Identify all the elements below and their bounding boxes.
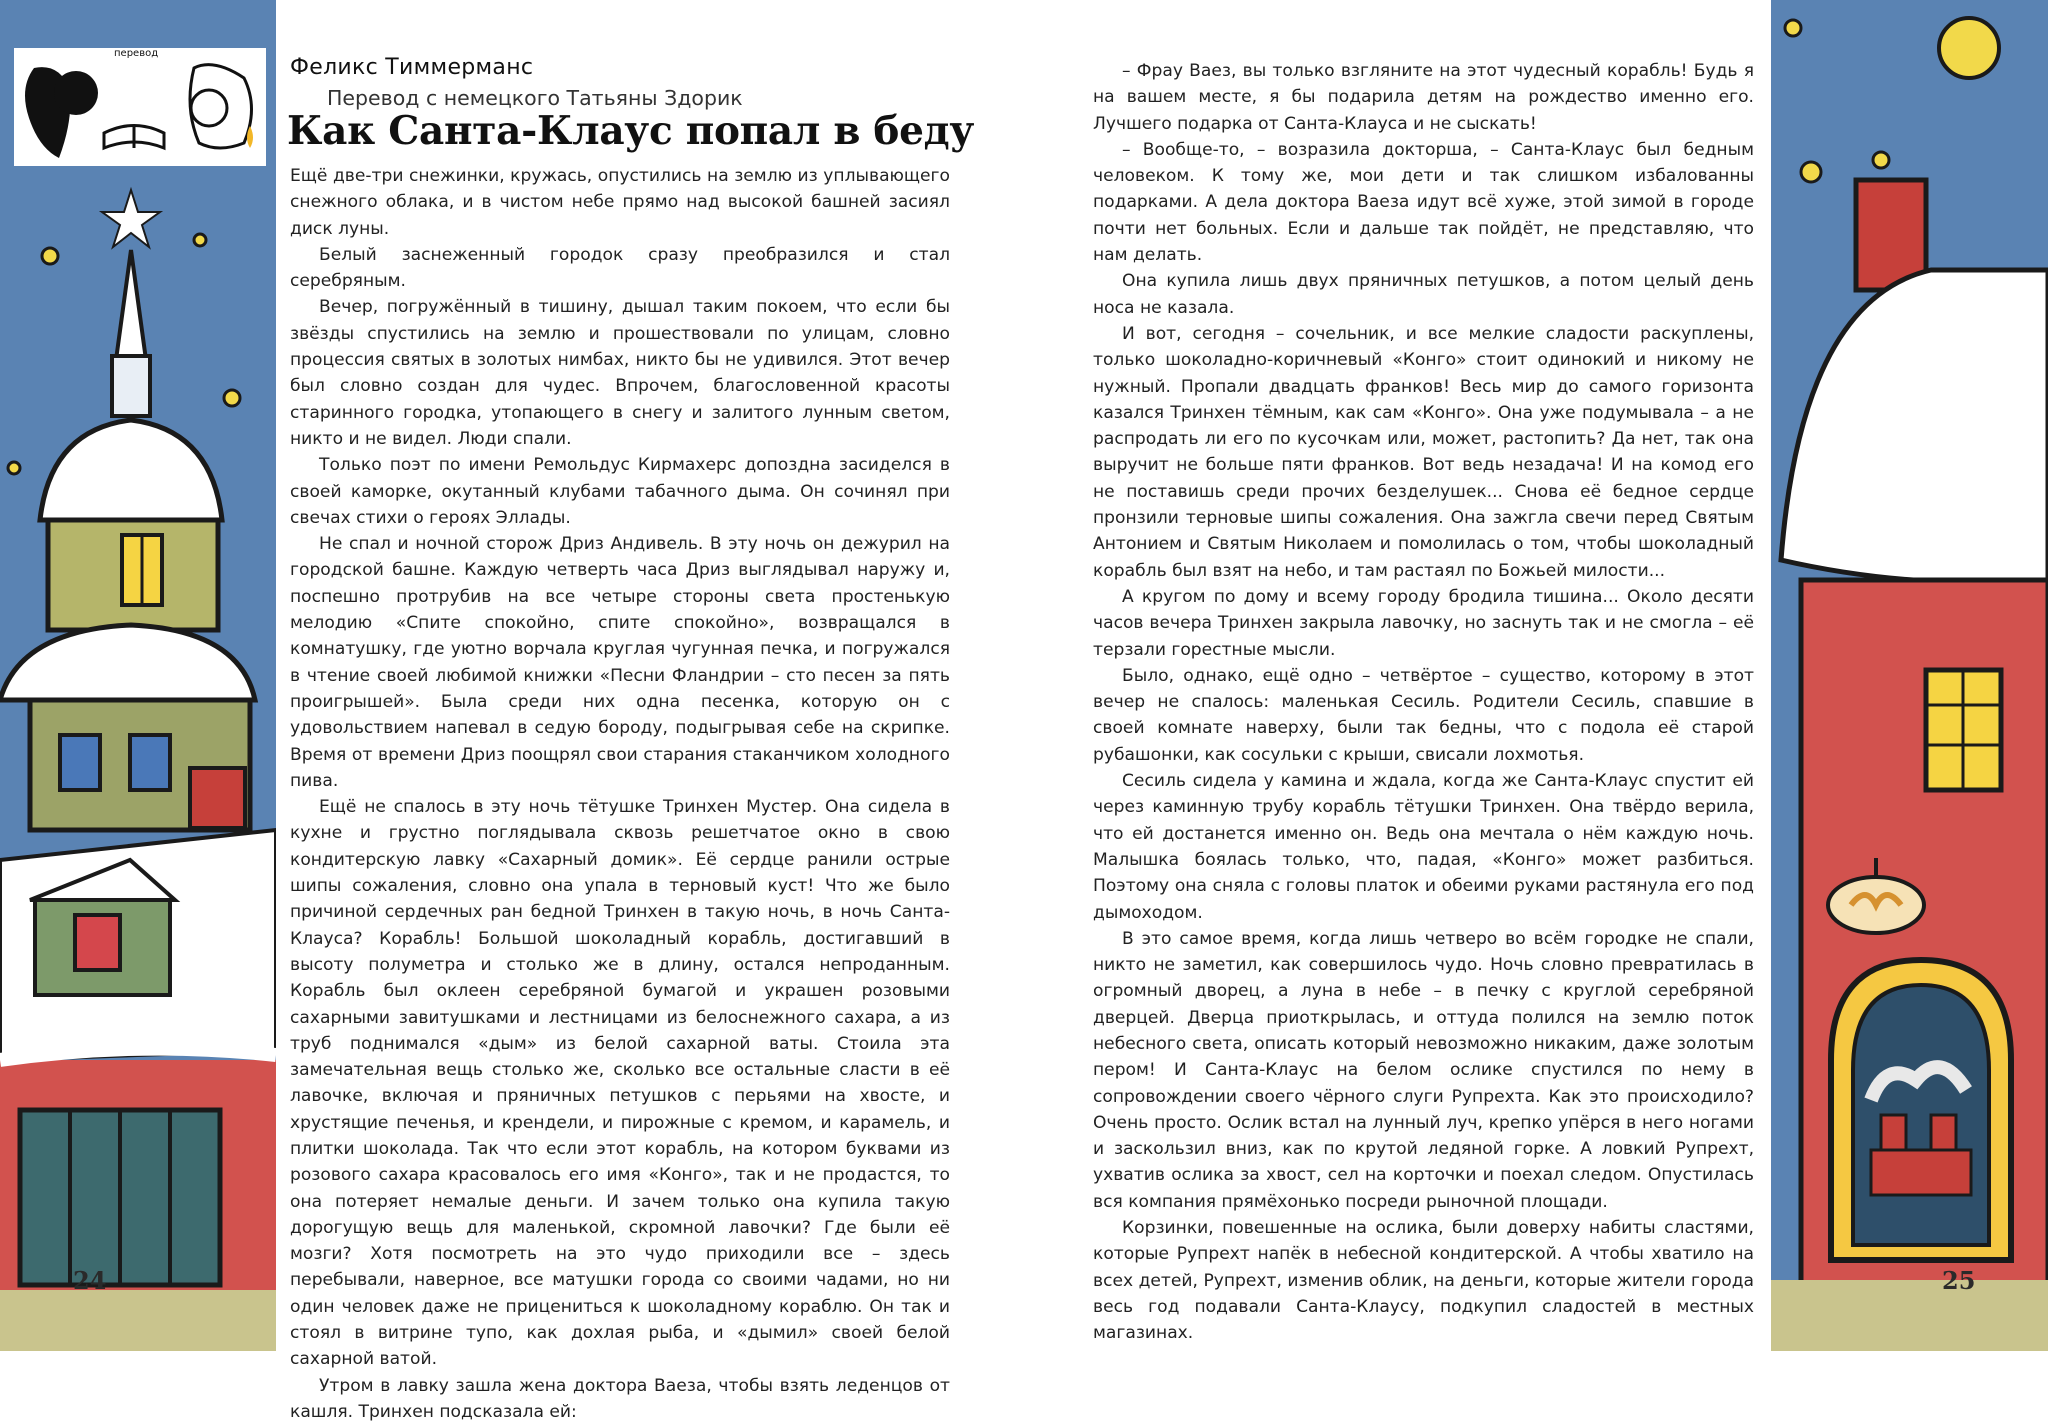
paragraph: Вечер, погружённый в тишину, дышал таким покоем, что если бы звёзды спустились на землю и прошествовали по улицам, словно процессия святых в золотых нимбах, никто бы не удивился. Этот вечер был словно создан для чудес. Впрочем, благословенной красоты старинного городка, утопающего в снегу и залитого лунным светом, никто и не видел. Люди спали. — [290, 297, 950, 449]
paragraph: И вот, сегодня – сочельник, и все мелкие сладости раскуплены, только шоколадно-коричневый «Конго» стоит одинокий и никому не нужный. Пропали двадцать франков! Весь мир до самого горизонта казался Тринхен тёмным, как сам «Конго». Она уже подумывала – а не распродать ли его по кусочкам или, может, растопить? Да нет, так она выручит не больше пяти франков. Вот ведь незадача! И на комод его не поставишь среди прочих безделушек... Снова её бедное сердце пронзили терновые шипы сожаления. Она зажгла свечи перед Святым Антонием и Святым Николаем и помолилась о том, чтобы шоколадный корабль был взят на небо, и там растаял по Божьей милости... — [1093, 323, 1754, 581]
paragraph: Не спал и ночной сторож Дриз Андивель. В эту ночь он дежурил на городской башне. Каждую четверть часа Дриз выглядывал наружу и, поспешно протрубив на все четыре стороны света простенькую мелодию «Спите спокойно, спите спокойно», возвращался в комнатушку, где уютно ворчала круглая чугунная печка, и погружался в чтение своей любимой книжки «Песни Фландрии – сто песен за пять проигрышей». Была среди них одна песенка, которую он с удовольствием напевал в седую бороду, подыгрывая себе на скрипке. Время от времени Дриз поощрял свои старания стаканчиком холодного пива. — [290, 534, 950, 791]
paragraph: Сесиль сидела у камина и ждала, когда же Санта-Клаус спустит ей через каминную трубу корабль тётушки Тринхен. Она твёрдо верила, что ей достанется именно он. Ведь она мечтала о нём каждую ночь. Малышка боялась только, что, падая, «Конго» может разбиться. Поэтому она сняла с головы платок и обеими руками растянула его под дымоходом. — [1093, 771, 1754, 923]
winter-town-tower-illustration — [0, 0, 276, 1351]
page-number-left: 24 — [73, 1266, 107, 1295]
left-text-column — [290, 163, 950, 1425]
author-name: Феликс Тиммерманс — [290, 55, 534, 80]
paragraph: Ещё две-три снежинки, кружась, опустились на землю из уплывающего снежного облака, и в чистом небе прямо над высокой башней засиял диск луны. — [290, 166, 950, 239]
page-number-right: 25 — [1942, 1266, 1976, 1295]
translator-credit: Перевод с немецкого Татьяны Здорик — [327, 86, 743, 110]
paragraph: – Вообще-то, – возразила докторша, – Санта-Клаус был бедным человеком. К тому же, мои дети и так слишком избалованны подарками. А дела доктора Ваеза идут всё хуже, этой зимой в городе почти нет больных. Если и дальше так пойдёт, не представляю, что нам делать. — [1093, 139, 1754, 266]
winter-house-bakery-illustration — [1771, 0, 2048, 1351]
right-text-column — [1093, 58, 1754, 1347]
left-illustration — [0, 0, 276, 1351]
paragraph: Ещё не спалось в эту ночь тётушке Тринхен Мустер. Она сидела в кухне и грустно поглядывала сквозь решетчатое окно в свою кондитерскую лавку «Сахарный домик». Её сердце ранили острые шипы сожаления, словно она упала в терновый куст! Что же было причиной сердечных ран бедной Тринхен в такую ночь, в ночь Санта-Клауса? Корабль! Большой шоколадный корабль, достигавший в высоту полуметра и столько же в длину, остался непроданным. Корабль был оклеен серебряной бумагой и украшен розовыми сахарными завитушками и лестницами из белоснежного сахара, а из труб поднимался «дым» из белой сахарной ваты. Стоила эта замечательная вещь столько же, сколько все остальные сласти в её лавочке, включая и пряничных петушков с перьями на хвосте, и хрустящие печенья, и крендели, и пирожные с кремом, и карамель, и плитки шоколада. Так что если этот корабль, на котором буквами из розового сахара красовалось его имя «Конго», так и не продастся, то она потеряет немалые деньги. И зачем только она купила такую дорогущую вещь для маленькой, скромной лавочки? Где были её мозги? Хотя посмотреть на это чудо приходили все – здесь перебывали, наверное, все матушки города со своими чадами, но ни один человек даже не прицениться к шоколадному кораблю. Он так и стоял в витрине тупо, как дохлая рыба, и «дымил» своей белой сахарной ватой. — [290, 797, 950, 1370]
right-illustration — [1771, 0, 2048, 1351]
translation-logo — [14, 48, 266, 166]
paragraph: Было, однако, ещё одно – четвёртое – существо, которому в этот вечер не спалось: маленькая Сесиль. Родители Сесиль, спавшие в своей комнате наверху, были так бедны, что с подола её старой рубашонки, как сосульки с крыши, свисали лохмотья. — [1093, 665, 1754, 765]
translation-logo-icon — [14, 48, 266, 166]
paragraph: Только поэт по имени Ремольдус Кирмахерс допоздна засиделся в своей каморке, окутанный клубами табачного дыма. Он сочинял при свечах стихи о героях Эллады. — [290, 455, 950, 528]
paragraph: В это самое время, когда лишь четверо во всём городке не спали, никто не заметил, как совершилось чудо. Ночь словно превратилась в огромный дворец, а луна в небе – в печку с круглой серебряной дверцей. Дверца приоткрылась, и оттуда полился на землю поток небесного света, описать который невозможно никаким, даже золотым пером! И Санта-Клаус на белом ослике спустился по нему в сопровождении своего чёрного слуги Рупрехта. Как это происходило? Очень просто. Ослик встал на лунный луч, крепко упёрся в него ногами и заскользил вниз, как по крутой ледяной горке. А ловкий Рупрехт, ухватив ослика за хвост, сел на корточки и поехал следом. Опустилась вся компания прямёхонько посреди рыночной площади. — [1093, 928, 1754, 1212]
paragraph: Она купила лишь двух пряничных петушков, а потом целый день носа не казала. — [1093, 271, 1754, 318]
logo-label: перевод — [114, 48, 159, 59]
paragraph: – Фрау Ваез, вы только взгляните на этот чудесный корабль! Будь я на вашем месте, я бы подарила детям на рождество именно его. Лучшего подарка от Санта-Клауса и не сыскать! — [1093, 61, 1754, 134]
story-title: Как Санта-Клаус попал в беду — [287, 108, 975, 154]
paragraph: А кругом по дому и всему городу бродила тишина... Около десяти часов вечера Тринхен закрыла лавочку, но заснуть так и не смогла – её терзали горестные мысли. — [1093, 586, 1754, 660]
paragraph: Белый заснеженный городок сразу преобразился и стал серебряным. — [290, 244, 950, 292]
paragraph: Корзинки, повешенные на ослика, были доверху набиты сластями, которые Рупрехт напёк в небесной кондитерской. А чтобы хватило на всех детей, Рупрехт, изменив облик, на деньги, которые жители города весь год подавали Санта-Клаусу, подкупил сладостей в местных магазинах. — [1093, 1218, 1754, 1344]
paragraph: Утром в лавку зашла жена доктора Ваеза, чтобы взять леденцов от кашля. Тринхен подсказала ей: — [290, 1375, 950, 1422]
